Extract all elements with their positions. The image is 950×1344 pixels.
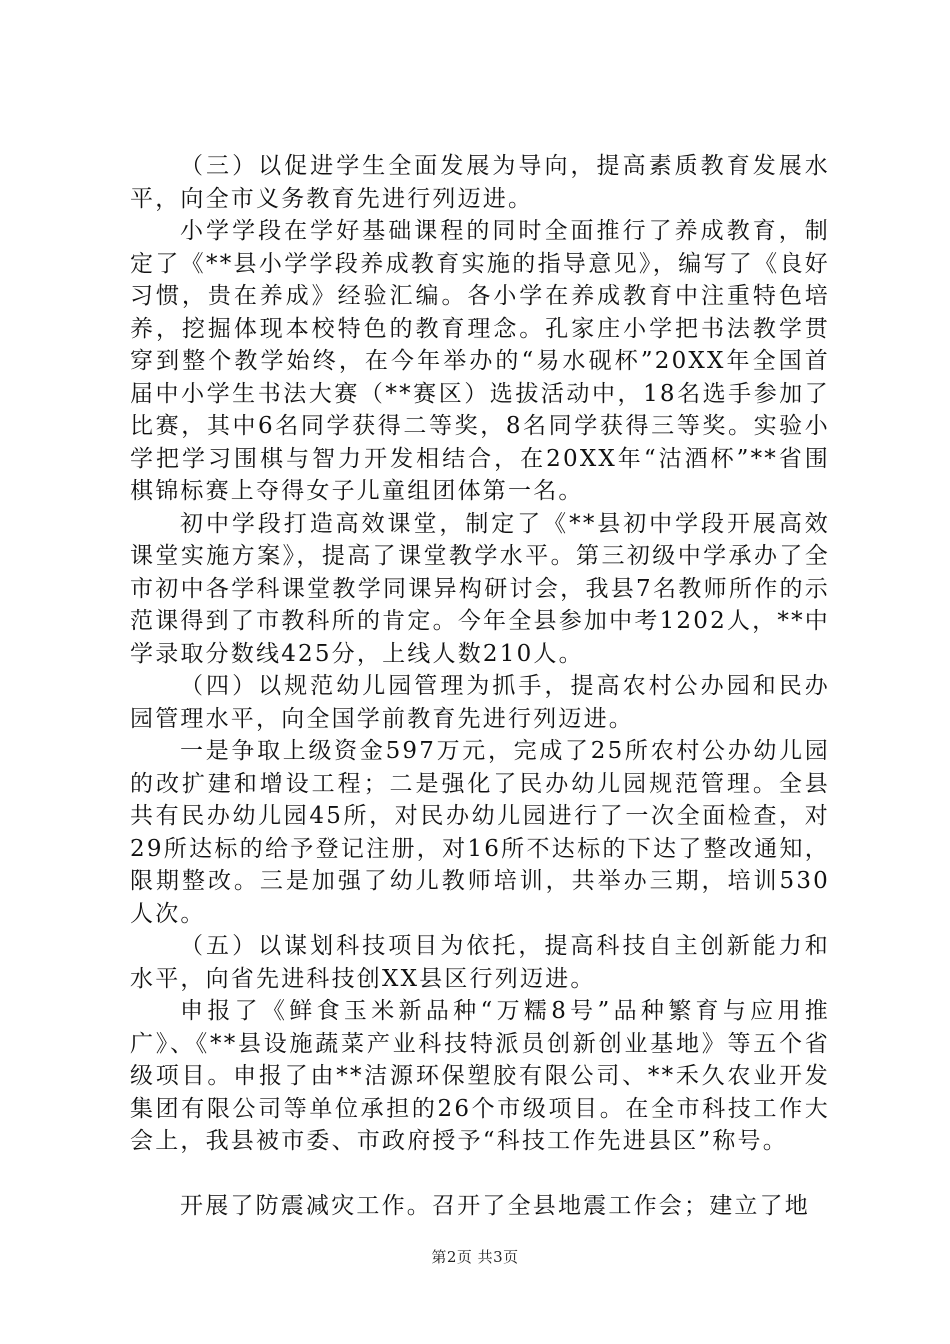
paragraph-kindergarten: 一是争取上级资金597万元，完成了25所农村公办幼儿园的改扩建和增设工程；二是强化了民办幼儿园规范管理。全县共有民办幼儿园45所，对民办幼儿园进行了一次全面检查，对29所达标的给予登记注册，对16所不达标的下达了整改通知，限期整改。三是加强了幼儿教师培训，共举办三期，培训530人次。 [130, 738, 830, 927]
paragraph-primary-school: 小学学段在学好基础课程的同时全面推行了养成教育，制定了《**县小学学段养成教育实施的指导意见》，编写了《良好习惯，贵在养成》经验汇编。各小学在养成教育中注重特色培养，挖掘体现本校特色的教育理念。孔家庄小学把书法教学贯穿到整个教学始终，在今年举办的“易水砚杯”20XX年全国首届中小学生书法大赛（**赛区）选拔活动中，18名选手参加了比赛，其中6名同学获得二等奖，8名同学获得三等奖。实验小学把学习围棋与智力开发相结合，在20XX年“沽酒杯”**省围棋锦标赛上夺得女子儿童组团体第一名。 [130, 218, 830, 504]
section-heading-4: （四）以规范幼儿园管理为抓手，提高农村公办园和民办园管理水平，向全国学前教育先进行列迈进。 [130, 673, 830, 732]
page-number-footer: 第2页 共3页 [431, 1248, 519, 1266]
paragraph-science-projects: 申报了《鲜食玉米新品种“万糯8号”品种繁育与应用推广》、《**县设施蔬菜产业科技特派员创新创业基地》等五个省级项目。申报了由**洁源环保塑胶有限公司、**禾久农业开发集团有限公司等单位承担的26个市级项目。在全市科技工作大会上，我县被市委、市政府授予“科技工作先进县区”称号。 [130, 998, 830, 1154]
section-heading-3: （三）以促进学生全面发展为导向，提高素质教育发展水平，向全市义务教育先进行列迈进。 [130, 153, 830, 212]
document-body [130, 150, 830, 1222]
paragraph-middle-school: 初中学段打造高效课堂，制定了《**县初中学段开展高效课堂实施方案》，提高了课堂教学水平。第三初级中学承办了全市初中各学科课堂教学同课异构研讨会，我县7名教师所作的示范课得到了市教科所的肯定。今年全县参加中考1202人，**中学录取分数线425分，上线人数210人。 [130, 510, 830, 667]
paragraph-earthquake-prevention: 开展了防震减灾工作。召开了全县地震工作会；建立了地 [180, 1192, 810, 1219]
section-heading-5: （五）以谋划科技项目为依托，提高科技自主创新能力和水平，向省先进科技创XX县区行列迈进。 [130, 933, 830, 992]
